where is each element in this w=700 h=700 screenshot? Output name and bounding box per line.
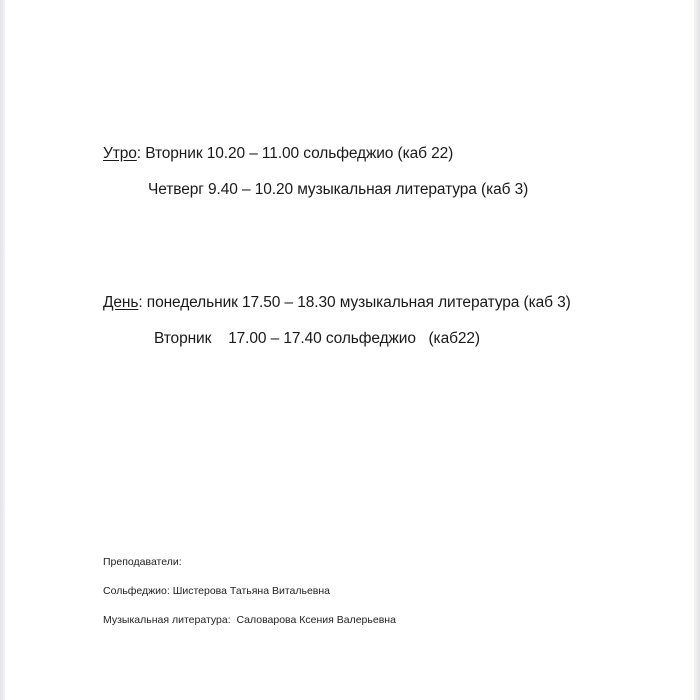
morning-colon: : <box>136 145 146 162</box>
day-colon: : <box>138 294 147 311</box>
teacher-solfeggio: Сольфеджио: Шистерова Татьяна Витальевна <box>103 585 331 597</box>
teacher-music-literature: Музыкальная литература: Саловарова Ксения Валерьевна <box>103 614 396 626</box>
day-entry-1: понедельник 17.50 – 18.30 музыкальная литература (каб 3) <box>146 294 571 311</box>
teachers-heading: Преподаватели: <box>103 556 182 568</box>
morning-entry-1: Вторник 10.20 – 11.00 сольфеджио (каб 22) <box>145 145 454 162</box>
page-edge-left <box>0 0 5 700</box>
morning-label: Утро <box>103 145 137 162</box>
morning-line-1 <box>103 145 453 163</box>
morning-entry-2: Четверг 9.40 – 10.20 музыкальная литература (каб 3) <box>148 181 529 198</box>
day-label: День <box>103 294 139 311</box>
day-entry-2: Вторник 17.00 – 17.40 сольфеджио (каб22) <box>154 330 480 347</box>
page-edge-right <box>694 0 700 700</box>
day-line-1 <box>103 294 571 312</box>
